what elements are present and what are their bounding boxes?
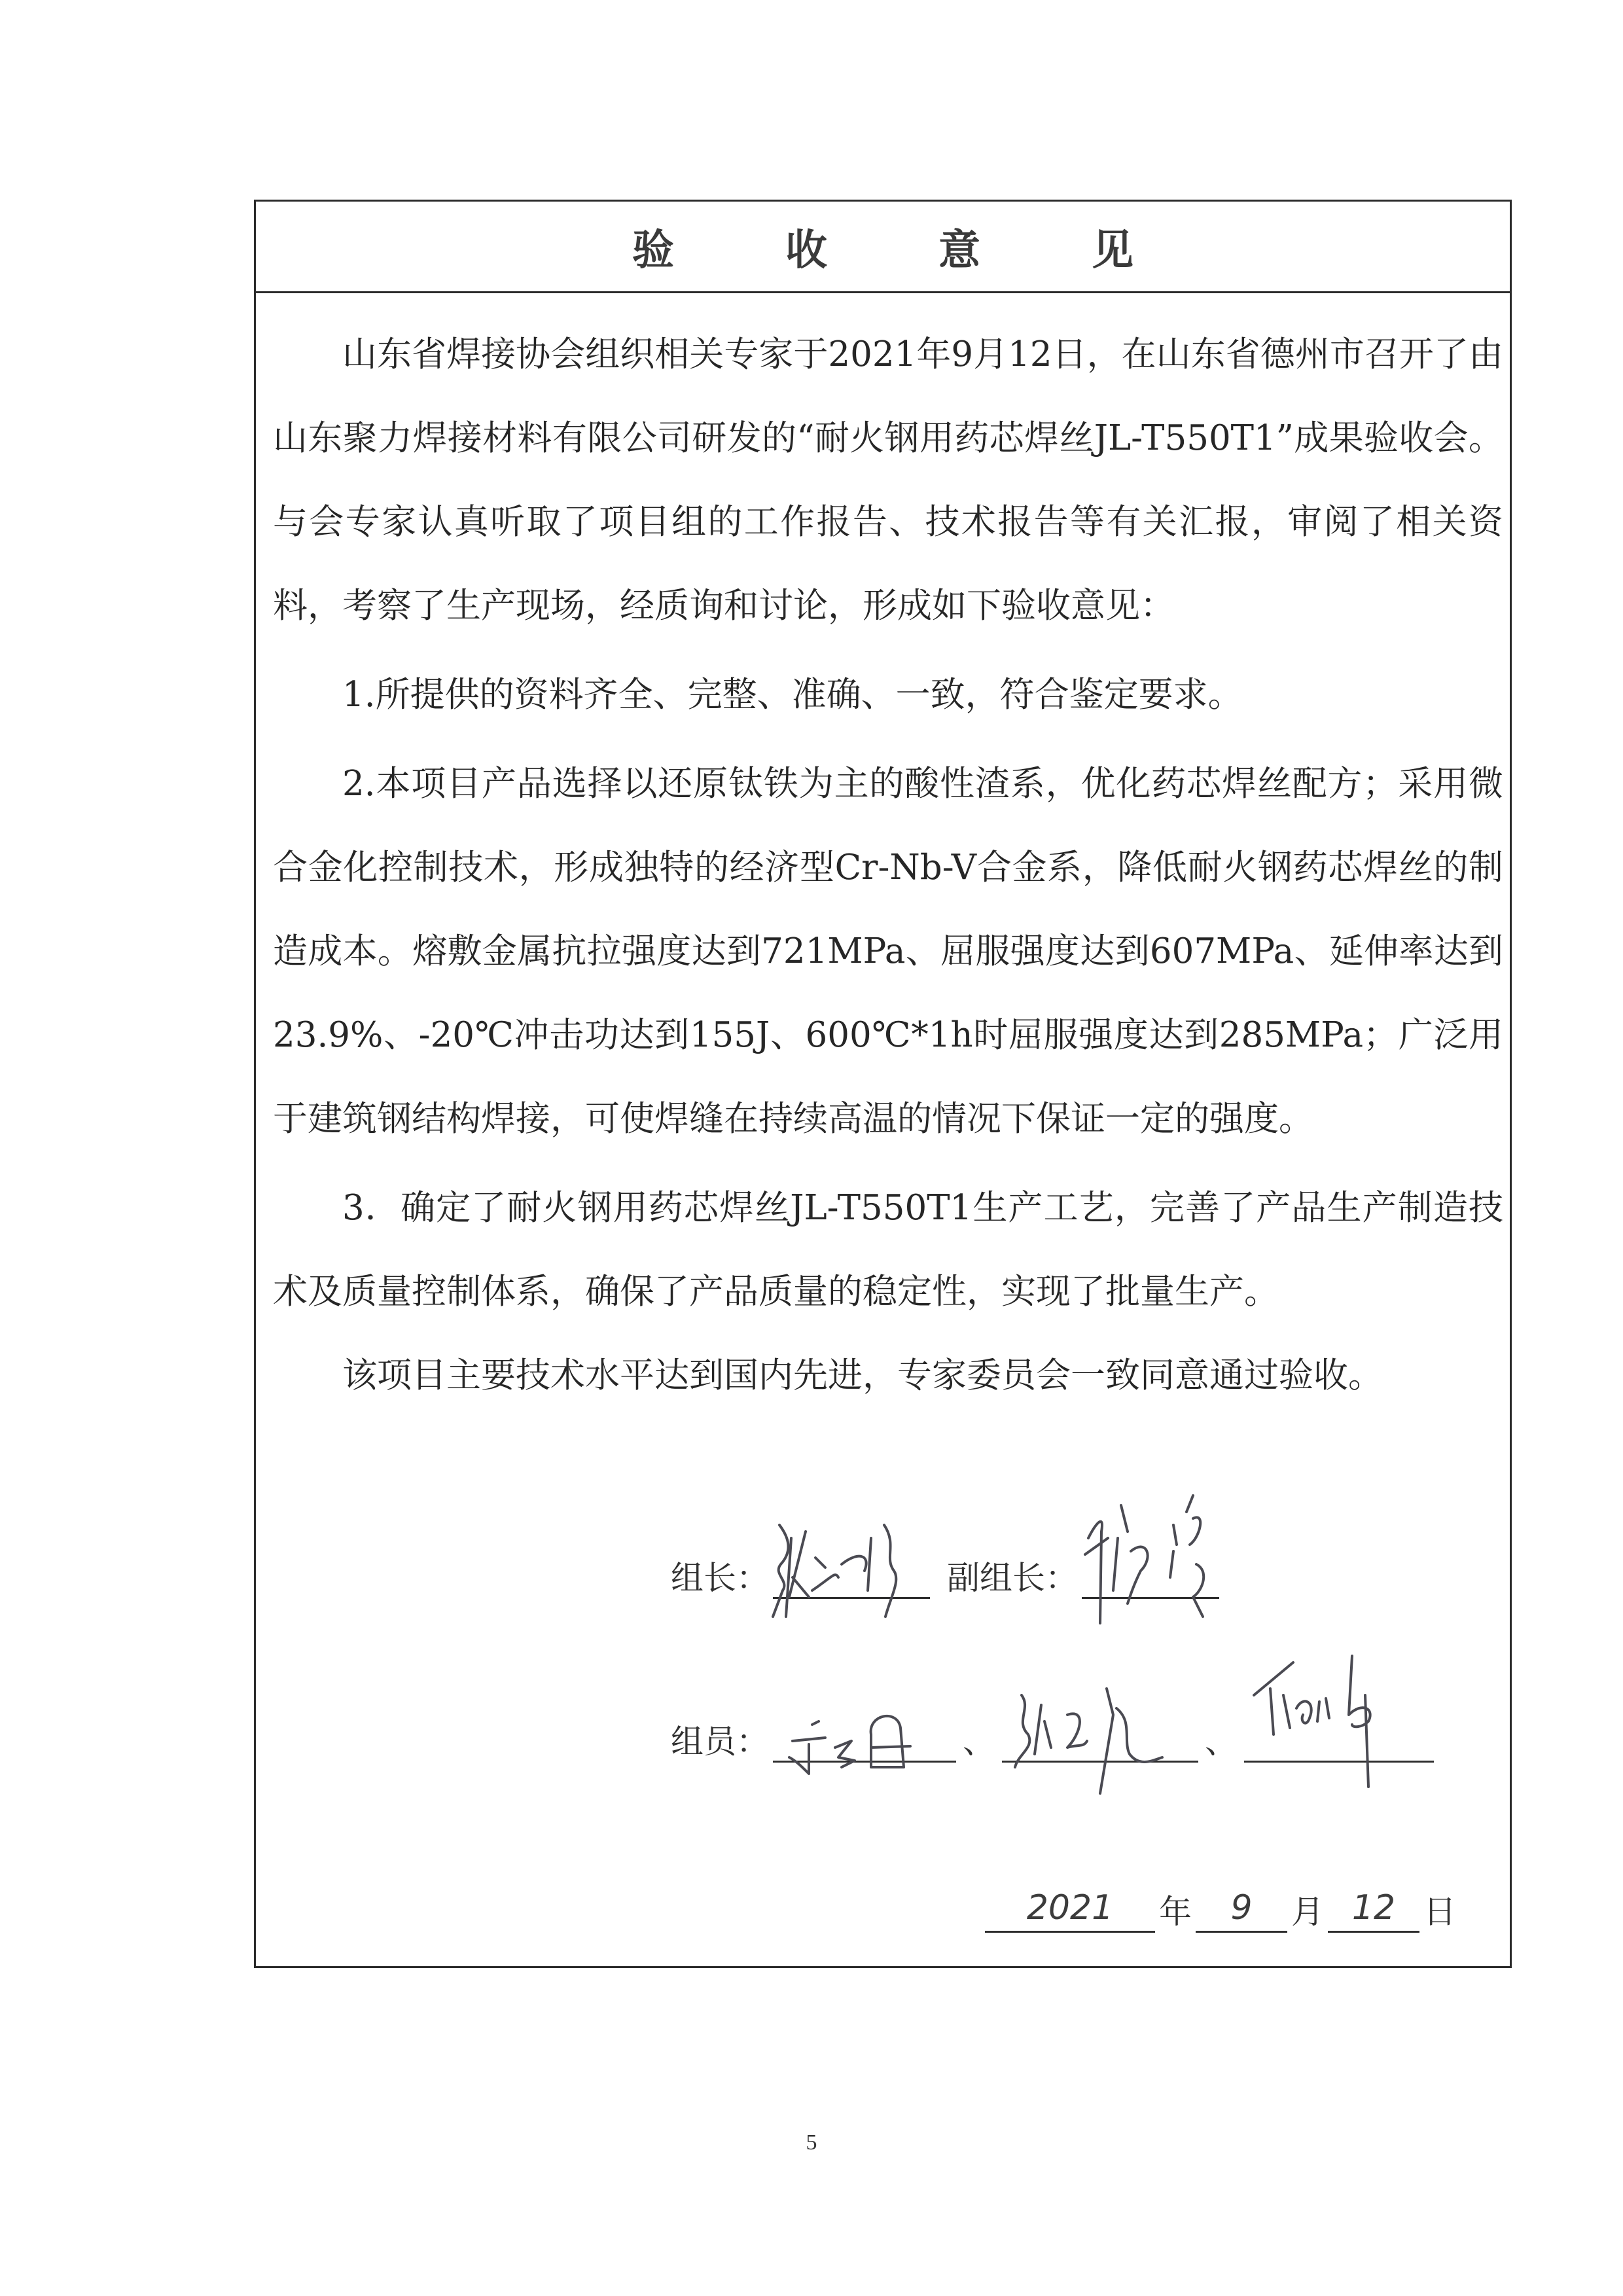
conclusion-paragraph: 该项目主要技术水平达到国内先进，专家委员会一致同意通过验收。 [342, 1355, 1383, 1395]
date-day-field: 12 [1328, 1885, 1419, 1933]
handwritten-signature-icon [773, 1695, 956, 1787]
opinion-item-3: 3．确定了耐火钢用药芯焊丝JL-T550T1生产工艺，完善了产品生产制造技术及质量控制体系，确保了产品质量的稳定性，实现了批量生产。 [273, 1188, 1503, 1312]
handwritten-signature-icon [1002, 1682, 1198, 1787]
leader-signature-field [773, 1538, 930, 1599]
intro-paragraph: 山东省焊接协会组织相关专家于2021年9月12日，在山东省德州市召开了由山东聚力焊接材料有限公司研发的“耐火钢用药芯焊丝JL-T550T1”成果验收会。与会专家认真听取了项目组的工作报告、技术报告等有关汇报，审阅了相关资料，考察了生产现场，经质询和讨论，形成如下验收意见： [273, 334, 1503, 626]
member-3-signature-field [1244, 1702, 1434, 1763]
deputy-label: 副组长： [947, 1559, 1078, 1597]
handwritten-signature-icon [773, 1518, 930, 1623]
members-label: 组员： [671, 1723, 769, 1761]
leader-label: 组长： [671, 1559, 769, 1597]
deputy-signature-field [1082, 1538, 1219, 1599]
handwritten-signature-icon [1244, 1656, 1434, 1787]
handwritten-signature-icon [1082, 1492, 1219, 1623]
members-signature-row [671, 1702, 1438, 1763]
member-1-signature-field [773, 1702, 956, 1763]
opinion-item-1: 1.所提供的资料齐全、完整、准确、一致，符合鉴定要求。 [342, 675, 1243, 715]
page-number: 5 [806, 2130, 817, 2155]
opinion-body [273, 313, 1503, 1418]
date-month-label: 月 [1291, 1893, 1324, 1931]
member-separator: 、 [963, 1723, 995, 1761]
document-title: 验收意见 [632, 225, 1245, 275]
date-year-label: 年 [1159, 1893, 1192, 1931]
date-year-field: 2021 [985, 1885, 1155, 1933]
member-2-signature-field [1002, 1702, 1198, 1763]
leader-signature-row [671, 1538, 1223, 1599]
title-row [256, 202, 1510, 293]
date-row [985, 1885, 1460, 1933]
date-month-field: 9 [1196, 1885, 1287, 1933]
opinion-item-2: 2.本项目产品选择以还原钛铁为主的酸性渣系，优化药芯焊丝配方；采用微合金化控制技术，形成独特的经济型Cr-Nb-V合金系，降低耐火钢药芯焊丝的制造成本。熔敷金属抗拉强度达到721MPa、屈服强度达到607MPa、延伸率达到23.9%、-20℃冲击功达到155J、600℃*1h时屈服强度达到285MPa；广泛用于建筑钢结构焊接，可使焊缝在持续高温的情况下保证一定的强度。 [273, 764, 1503, 1139]
member-separator: 、 [1205, 1723, 1238, 1761]
date-day-label: 日 [1423, 1893, 1456, 1931]
